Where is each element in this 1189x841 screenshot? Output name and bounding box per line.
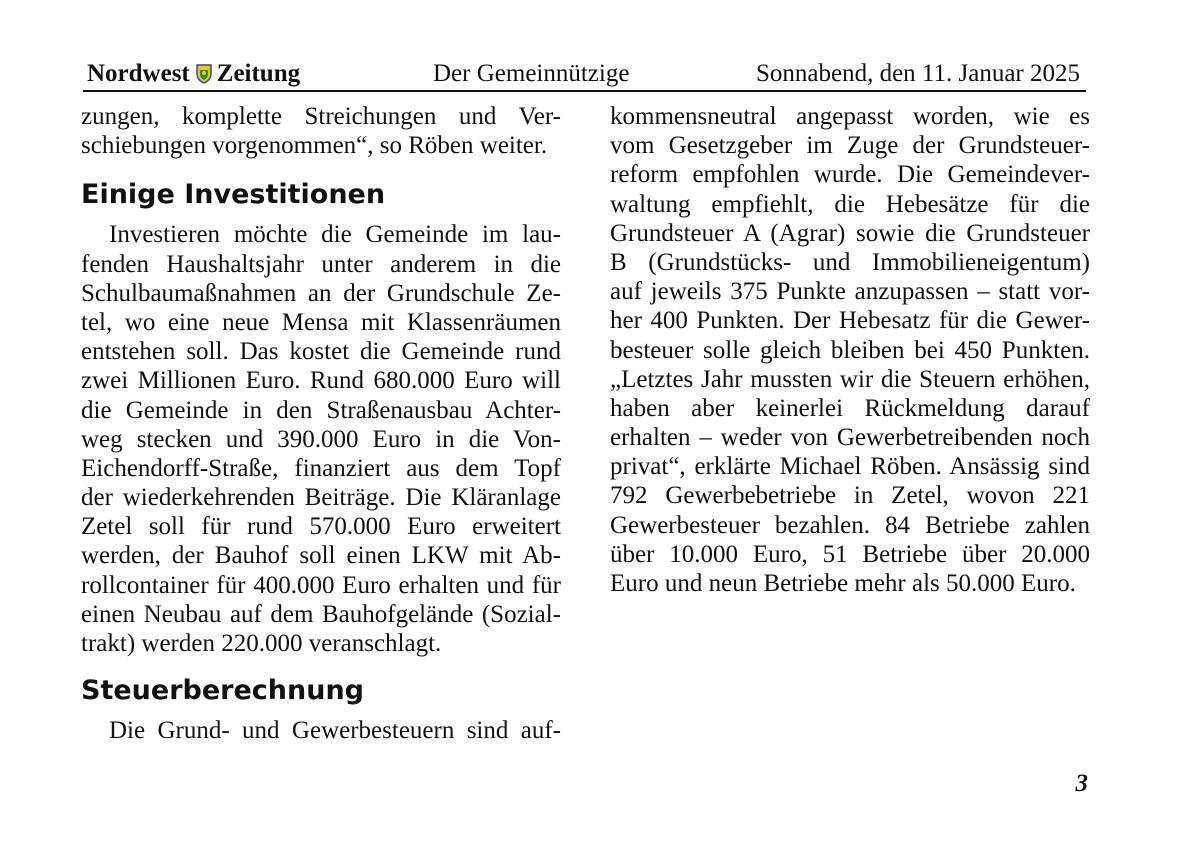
- text-line: „Letztes Jahr mussten wir die Steuern erhöhen,: [610, 365, 1090, 393]
- text-line: zwei Millionen Euro. Rund 680.000 Euro will: [81, 367, 561, 395]
- text-line: rollcontainer für 400.000 Euro erhalten und für: [81, 571, 561, 599]
- text-line: Euro und neun Betriebe mehr als 50.000 Euro.: [610, 570, 1076, 597]
- text-line: Investieren möchte die Gemeinde im lau-: [109, 221, 561, 249]
- text-line: auf jeweils 375 Punkte anzupassen – statt vor-: [610, 278, 1090, 306]
- right-column: [610, 102, 1090, 598]
- text-line: privat“, erklärte Michael Röben. Ansässig sind: [610, 453, 1090, 481]
- text-line: Zetel soll für rund 570.000 Euro erweitert: [81, 513, 561, 541]
- text-line: besteuer solle gleich bleiben bei 450 Punkten.: [610, 336, 1090, 364]
- text-line: die Gemeinde in den Straßenausbau Achter-: [81, 396, 561, 424]
- text-line: Schulbaumaßnahmen an der Grundschule Ze-: [81, 279, 561, 307]
- text-line: kommensneutral angepasst worden, wie es: [610, 103, 1090, 130]
- tax-paragraph: [81, 716, 561, 745]
- section-heading-investments: Einige Investitionen: [81, 179, 386, 211]
- text-line: Grundsteuer A (Agrar) sowie die Grundsteuer: [610, 219, 1090, 247]
- intro-paragraph: [81, 102, 561, 160]
- coat-of-arms-icon: [196, 64, 212, 84]
- text-line: werden, der Bauhof soll einen LKW mit Ab-: [81, 542, 561, 570]
- left-column: [81, 102, 561, 745]
- text-line: fenden Haushaltsjahr unter anderem in die: [81, 250, 561, 278]
- text-line: über 10.000 Euro, 51 Betriebe über 20.000: [610, 540, 1090, 568]
- text-line: schiebungen vorgenommen“, so Röben weiter.: [81, 132, 548, 160]
- page-header: [83, 58, 1086, 90]
- section-heading-tax: Steuerberechnung: [81, 675, 364, 707]
- text-line: waltung empfiehlt, die Hebesätze für die: [610, 190, 1090, 218]
- text-line: Eichendorff-Straße, finanziert aus dem Topf: [81, 454, 561, 482]
- text-line: zungen, komplette Streichungen und Ver-: [81, 103, 561, 130]
- text-line: Die Grund- und Gewerbesteuern sind auf-: [109, 717, 561, 745]
- text-line: trakt) werden 220.000 veranschlagt.: [81, 630, 442, 657]
- text-line: erhalten – weder von Gewerbetreibenden noch: [610, 424, 1090, 452]
- text-line: B (Grundstücks- und Immobilieneigentum): [610, 248, 1090, 276]
- text-line: der wiederkehrenden Beiträge. Die Kläranlage: [81, 484, 561, 512]
- text-line: tel, wo eine neue Mensa mit Klassenräumen: [81, 308, 561, 336]
- text-line: weg stecken und 390.000 Euro in die Von-: [81, 425, 561, 453]
- page-number: 3: [1075, 770, 1088, 797]
- text-line: 792 Gewerbebetriebe in Zetel, wovon 221: [610, 482, 1090, 510]
- text-line: einen Neubau auf dem Bauhofgelände (Sozial-: [81, 600, 561, 628]
- masthead-right: Zeitung: [216, 60, 301, 87]
- text-line: her 400 Punkten. Der Hebesatz für die Gewer-: [610, 307, 1090, 335]
- header-rule: [83, 90, 1086, 92]
- masthead-left: Nordwest: [87, 60, 190, 87]
- text-line: reform empfohlen wurde. Die Gemeindever-: [610, 161, 1090, 189]
- text-line: entstehen soll. Das kostet die Gemeinde rund: [81, 338, 561, 366]
- tax-paragraph-continued: [610, 102, 1090, 598]
- issue-date: Sonnabend, den 11. Januar 2025: [755, 60, 1080, 87]
- newspaper-masthead: [87, 60, 300, 88]
- text-line: vom Gesetzgeber im Zuge der Grundsteuer-: [610, 132, 1090, 160]
- section-title: Der Gemeinnützige: [433, 60, 630, 87]
- text-line: haben aber keinerlei Rückmeldung darauf: [610, 394, 1090, 422]
- text-line: Gewerbesteuer bezahlen. 84 Betriebe zahlen: [610, 511, 1090, 539]
- investments-paragraph: [81, 220, 561, 658]
